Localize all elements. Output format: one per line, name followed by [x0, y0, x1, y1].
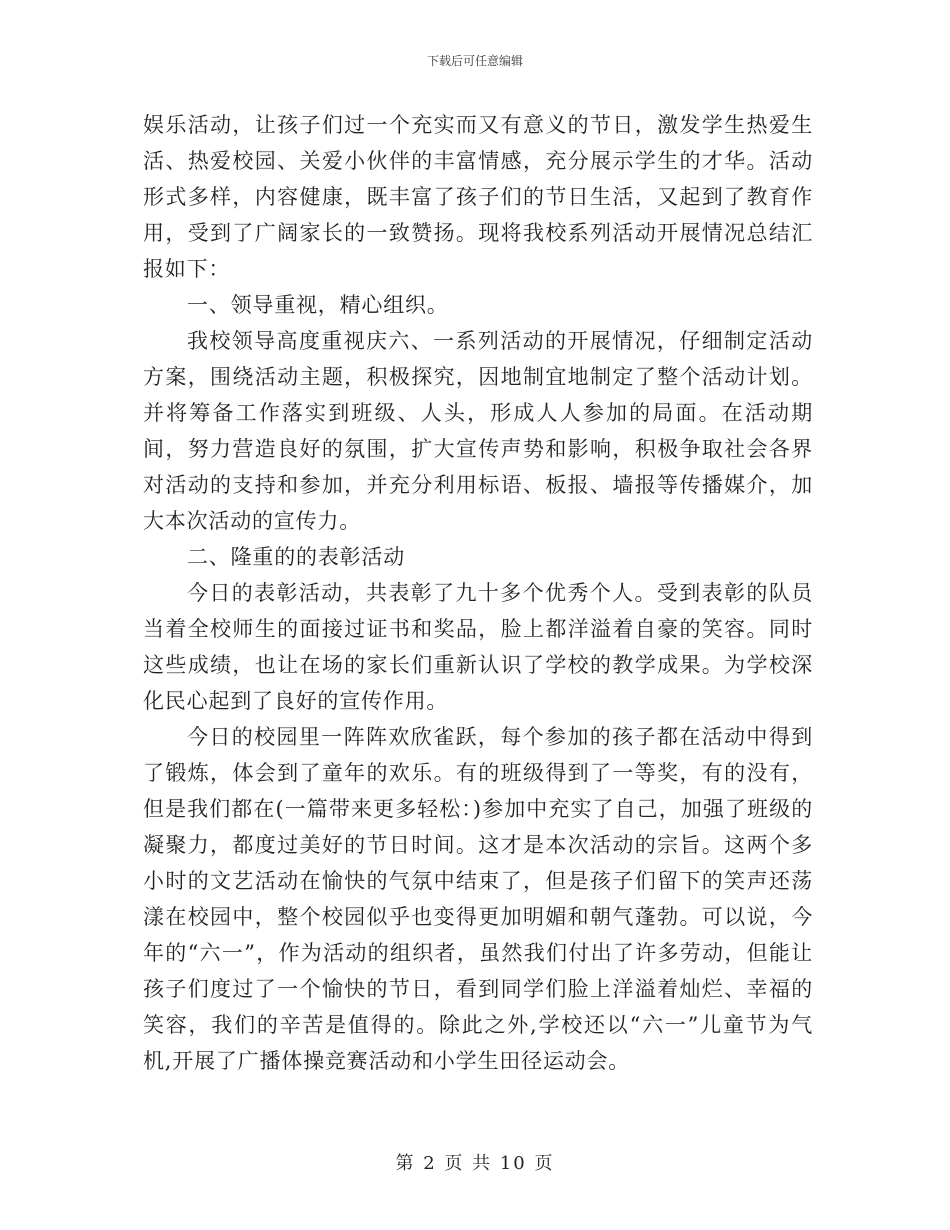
paragraph-commendation: 今日的表彰活动，共表彰了九十多个优秀个人。受到表彰的队员当着全校师生的面接过证书和奖品，脸上都洋溢着自豪的笑容。同时这些成绩，也让在场的家长们重新认识了学校的教学成果。为学校深化民心起到了良好的宣传作用。: [143, 581, 813, 713]
document-body: [143, 107, 813, 1079]
paragraph-campus-joy: 今日的校园里一阵阵欢欣雀跃，每个参加的孩子都在活动中得到了锻炼，体会到了童年的欢乐。有的班级得到了一等奖，有的没有，但是我们都在(一篇带来更多轻松：)参加中充实了自己，加强了班级的凝聚力，都度过美好的节日时间。这才是本次活动的宗旨。这两个多小时的文艺活动在愉快的气氛中结束了，但是孩子们留下的笑声还荡漾在校园中，整个校园似乎也变得更加明媚和朝气蓬勃。可以说，今年的“六一”，作为活动的组织者，虽然我们付出了许多劳动，但能让孩子们度过了一个愉快的节日，看到同学们脸上洋溢着灿烂、幸福的笑容，我们的辛苦是值得的。除此之外,学校还以“六一”儿童节为气机,开展了广播体操竞赛活动和小学生田径运动会。: [143, 725, 813, 1073]
page-number: 第 2 页 共 10 页: [395, 1153, 555, 1174]
paragraph-continuation: 娱乐活动，让孩子们过一个充实而又有意义的节日，激发学生热爱生活、热爱校园、关爱小伙伴的丰富情感，充分展示学生的才华。活动形式多样，内容健康，既丰富了孩子们的节日生活，又起到了教育作用，受到了广阔家长的一致赞扬。现将我校系列活动开展情况总结汇报如下：: [143, 113, 813, 281]
section-heading-2: 二、隆重的的表彰活动: [187, 545, 405, 569]
section-heading-1: 一、领导重视，精心组织。: [187, 293, 449, 317]
paragraph-leadership: 我校领导高度重视庆六、一系列活动的开展情况，仔细制定活动方案，围绕活动主题，积极探究，因地制宜地制定了整个活动计划。并将筹备工作落实到班级、人头，形成人人参加的局面。在活动期间，努力营造良好的氛围，扩大宣传声势和影响，积极争取社会各界对活动的支持和参加，并充分利用标语、板报、墙报等传播媒介，加大本次活动的宣传力。: [143, 329, 813, 533]
page-header: 下载后可任意编辑: [426, 54, 523, 68]
